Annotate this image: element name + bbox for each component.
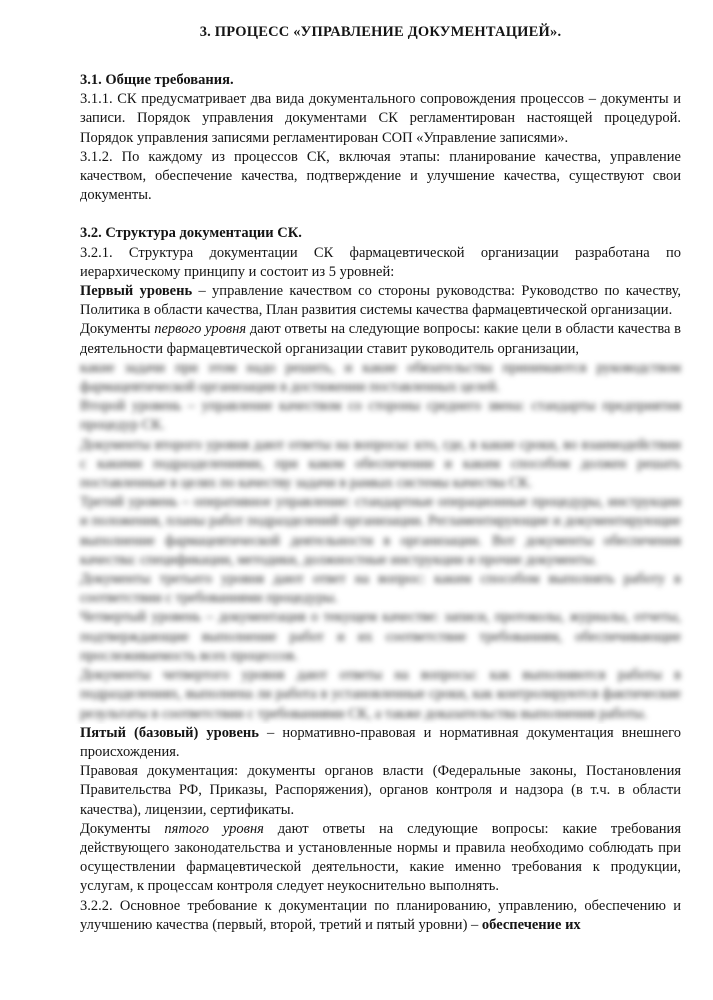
spacer — [80, 205, 681, 224]
paragraph-3-2-2-text: 3.2.2. Основное требование к документации по планированию, управлению, обеспечению и улучшению качества (первый, второй, третий и пятый уровни) – — [80, 897, 681, 933]
level-1-questions-lead: Документы — [80, 321, 155, 338]
paragraph-3-2-2-bold: обеспечение их — [481, 916, 581, 933]
blurred-paragraph: Документы четвертого уровня дают ответы на вопросы: как выполняются работы в подразделениях, выполнена ли работа в установленные сроки, как контролируются фактические результаты в соответствии с требованиями СК, а также доказательства выполнения работы. — [80, 667, 681, 722]
blurred-paragraph: Четвертый уровень – документация о текущем качестве: записи, протоколы, журналы, отчеты, подтверждающие выполнение работ и их соответствие требованиям, обеспечивающие прослеживаемость всех процессов. — [80, 609, 681, 664]
level-1-questions — [80, 320, 681, 358]
section-heading-3-2: 3.2. Структура документации СК. — [80, 225, 302, 242]
level-5-questions-text: дают ответы на следующие вопросы: какие требования действующего законодательства и установленные нормы и правила необходимо соблюдать при осуществлении фармацевтической деятельности, какие именно требования к продукции, услугам, к процессам контроля следует неукоснительно выполнять. — [80, 820, 681, 895]
level-5-label: Пятый (базовый) уровень — [80, 724, 259, 741]
level-1-paragraph — [80, 282, 681, 320]
blurred-paragraph: Второй уровень – управление качеством со стороны среднего звена: стандарты предприятия процедур СК. — [80, 398, 681, 434]
paragraph-3-1-1: 3.1.1. СК предусматривает два вида документального сопровождения процессов – документы и записи. Порядок управления документами СК регламентирован настоящей процедурой. Порядок управления записями регламентирован СОП «Управление записями». — [80, 91, 681, 146]
blurred-paragraph: Документы третьего уровня дают ответ на вопрос: каким способом выполнять работу в соответствии с требованиями процедуры. — [80, 571, 681, 607]
blurred-paragraph: Документы второго уровня дают ответы на вопросы: кто, где, в какие сроки, во взаимодействии с какими подразделениями, при каком обеспечении и каким способом должен решать поставленные в целях по качеству задачи в рамках системы качества СК. — [80, 436, 681, 492]
blurred-region — [74, 359, 687, 724]
level-1-label: Первый уровень — [80, 283, 193, 300]
blurred-content — [80, 359, 681, 724]
legal-documentation-paragraph: Правовая документация: документы органов власти (Федеральные законы, Постановления Правительства РФ, Приказы, Распоряжения), органов контроля и надзора (в т.ч. в области качества), лицензии, сертификаты. — [80, 763, 681, 818]
level-5-paragraph — [80, 724, 681, 762]
level-5-text: – нормативно-правовая и нормативная документация внешнего происхождения. — [80, 724, 681, 760]
section-heading-3-1: 3.1. Общие требования. — [80, 72, 234, 88]
paragraph-3-2-1: 3.2.1. Структура документации СК фармацевтической организации разработана по иерархическому принципу и состоит из 5 уровней: — [80, 244, 681, 280]
blurred-paragraph: Третий уровень – оперативное управление: стандартные операционные процедуры, инструкции и положения, планы работ подразделений организации. Регламентирующие и документирующие выполнение фармацевтической деятельности в организации. Вот документы обеспечения качества: спецификации, методики, должностные инструкции и прочие документы. — [80, 494, 681, 568]
level-1-questions-text: дают ответы на следующие вопросы: какие цели в области качества в деятельности фармацевтической организации ставит руководитель организации, — [80, 321, 681, 357]
blurred-paragraph: какие задачи при этом надо решить, и какие обязательства принимаются руководством фармацевтической организации в достижении поставленных целей. — [80, 359, 681, 396]
page-title: 3. ПРОЦЕСС «УПРАВЛЕНИЕ ДОКУМЕНТАЦИЕЙ». — [199, 24, 562, 40]
level-5-questions-lead: Документы — [80, 820, 165, 837]
paragraph-3-1-2: 3.1.2. По каждому из процессов СК, включая этапы: планирование качества, управление качеством, обеспечение качества, подтверждение и улучшение качества, существуют свои документы. — [80, 148, 681, 204]
level-5-questions-italic: пятого уровня — [164, 820, 264, 837]
level-5-questions — [80, 820, 681, 897]
level-1-questions-italic: первого уровня — [154, 321, 247, 338]
level-1-text: – управление качеством со стороны руководства: Руководство по качеству, Политика в области качества, План развития системы качества фармацевтической организации. — [80, 283, 682, 319]
paragraph-3-2-2 — [80, 897, 681, 935]
